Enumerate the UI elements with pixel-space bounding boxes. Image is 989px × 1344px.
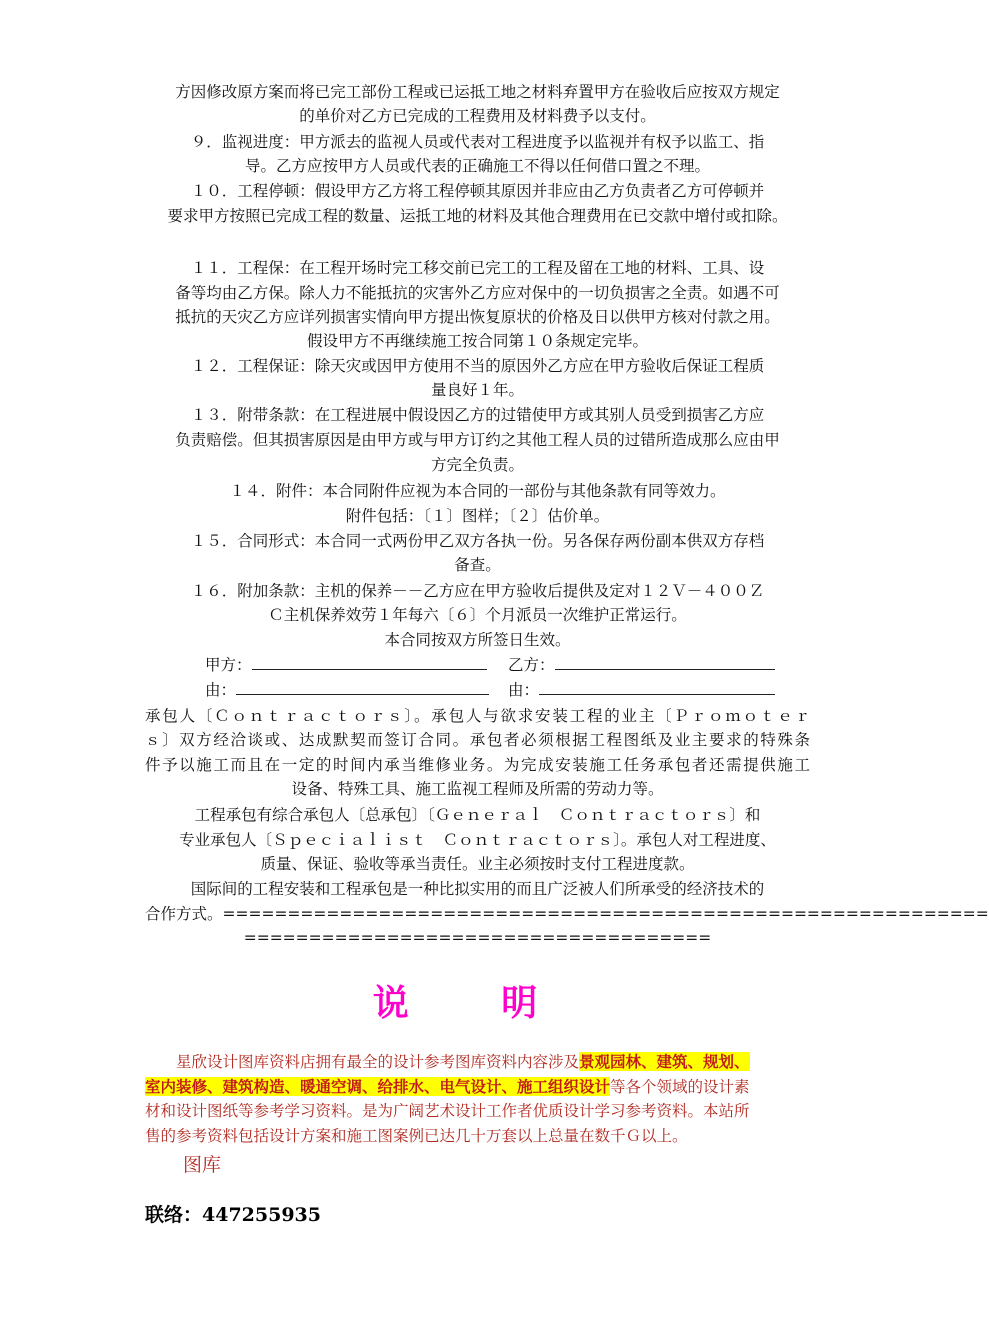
party-b-blank bbox=[555, 653, 775, 670]
notice-line-3: 材和设计图纸等参考学习资料。是为广阔艺术设计工作者优质设计学习参考资料。本站所 bbox=[145, 1102, 750, 1120]
notice-title: 说 明 bbox=[372, 983, 578, 1024]
notice-line-1 bbox=[145, 1050, 810, 1074]
text-line: 量良好１年。 bbox=[430, 381, 524, 399]
party-b-signature bbox=[508, 653, 775, 677]
text-line: １０．工程停顿：假设甲方乙方将工程停顿其原因并非应由乙方负责者乙方可停顿并 bbox=[190, 182, 765, 200]
library-label: 图库 bbox=[183, 1154, 222, 1176]
text-line: 导。乙方应按甲方人员或代表的正确施工不得以任何借口置之不理。 bbox=[244, 157, 710, 175]
party-a-blank bbox=[252, 653, 487, 670]
text-line: 本合同按双方所签日生效。 bbox=[384, 631, 571, 649]
text-line: 抵抗的天灾乙方应详列损害实情向甲方提出恢复原状的价格及日以供甲方核对付款之用。 bbox=[175, 308, 780, 326]
by-b-signature bbox=[508, 678, 775, 702]
text-line: 方完全负责。 bbox=[430, 456, 524, 474]
text-line: １３．附带条款：在工程进展中假设因乙方的过错使甲方或其别人员受到损害乙方应 bbox=[190, 406, 765, 424]
by-b-blank bbox=[539, 678, 775, 695]
text-line: ==================================== bbox=[243, 929, 712, 947]
notice-line-4: 售的参考资料包括设计方案和施工图案例已达几十万套以上总量在数千Ｇ以上。 bbox=[145, 1127, 688, 1145]
party-b-label: 乙方： bbox=[508, 656, 555, 674]
text-line: 备等均由乙方保。除人力不能抵抗的灾害外乙方应对保中的一切负损害之全责。如遇不可 bbox=[175, 284, 780, 302]
by-a-label: 由： bbox=[205, 681, 237, 699]
by-a-blank bbox=[236, 678, 489, 695]
text-line: 备查。 bbox=[454, 556, 501, 574]
text-line: 要求甲方按照已完成工程的数量、运抵工地的材料及其他合理费用在已交款中增付或扣除。 bbox=[167, 207, 788, 225]
text-line: Ｃ主机保养效劳１年每六〔６〕个月派员一次维护正常运行。 bbox=[268, 606, 687, 624]
text-line: 方因修改原方案而将已完工部份工程或已运抵工地之材料弃置甲方在验收后应按双方规定 bbox=[175, 83, 780, 101]
text-line: 负责赔偿。但其损害原因是由甲方或与甲方订约之其他工程人员的过错所造成那么应由甲 bbox=[175, 431, 780, 449]
contact-info: 联络：447255935 bbox=[145, 1204, 321, 1226]
notice-line-2-text: 等各个领域的设计素 bbox=[610, 1078, 750, 1096]
text-line: 合作方式。=========================================================== bbox=[145, 905, 989, 923]
text-line: １６．附加条款：主机的保养－－乙方应在甲方验收后提供及定对１２Ｖ－４００Ｚ bbox=[190, 582, 765, 600]
text-line: ９．监视进度：甲方派去的监视人员或代表对工程进度予以监视并有权予以监工、指 bbox=[190, 133, 765, 151]
text-line: 的单价对乙方已完成的工程费用及材料费予以支付。 bbox=[299, 107, 656, 125]
notice-line-2 bbox=[145, 1075, 810, 1099]
party-a-signature bbox=[205, 653, 487, 677]
text-line: 设备、特殊工具、施工监视工程师及所需的劳动力等。 bbox=[291, 780, 664, 798]
text-line: １５．合同形式：本合同一式两份甲乙双方各执一份。另各保存两份副本供双方存档 bbox=[190, 532, 765, 550]
text-line: 质量、保证、验收等承当责任。业主必须按时支付工程进度款。 bbox=[260, 855, 695, 873]
text-line: １４．附件：本合同附件应视为本合同的一部份与其他条款有同等效力。 bbox=[229, 482, 726, 500]
text-line: 假设甲方不再继续施工按合同第１０条规定完毕。 bbox=[306, 332, 648, 350]
text-line: 件予以施工而且在一定的时间内承当维修业务。为完成安装施工任务承包者还需提供施工 bbox=[145, 756, 810, 774]
text-line: １１．工程保：在工程开场时完工移交前已完工的工程及留在工地的材料、工具、设 bbox=[190, 259, 765, 277]
text-line: 国际间的工程安装和工程承包是一种比拟实用的而且广泛被人们所承受的经济技术的 bbox=[190, 880, 765, 898]
notice-highlight-2: 室内装修、建筑构造、暖通空调、给排水、电气设计、施工组织设计 bbox=[145, 1077, 611, 1096]
text-line: 专业承包人〔Ｓｐｅｃｉａｌｉｓｔ Ｃｏｎｔｒａｃｔｏｒｓ〕。承包人对工程进度、 bbox=[179, 831, 776, 849]
by-a-signature bbox=[205, 678, 489, 702]
text-line: ｓ〕双方经洽谈或、达成默契而签订合同。承包者必须根据工程图纸及业主要求的特殊条 bbox=[145, 731, 810, 749]
by-b-label: 由： bbox=[508, 681, 540, 699]
notice-line-1-text: 星欣设计图库资料店拥有最全的设计参考图库资料内容涉及 bbox=[176, 1053, 580, 1071]
notice-highlight-1: 景观园林、建筑、规划、 bbox=[579, 1052, 750, 1071]
text-line: 承包人〔Ｃｏｎｔｒａｃｔｏｒｓ〕。承包人与欲求安装工程的业主〔Ｐｒｏｍｏｔｅｒ bbox=[145, 707, 810, 725]
text-line: 工程承包有综合承包人〔总承包〕〔Ｇｅｎｅｒａｌ Ｃｏｎｔｒａｃｔｏｒｓ〕和 bbox=[194, 806, 761, 824]
party-a-label: 甲方： bbox=[205, 656, 252, 674]
text-line: 附件包括：〔１〕图样；〔２〕估价单。 bbox=[345, 507, 610, 525]
text-line: １２．工程保证：除天灾或因甲方使用不当的原因外乙方应在甲方验收后保证工程质 bbox=[190, 357, 765, 375]
